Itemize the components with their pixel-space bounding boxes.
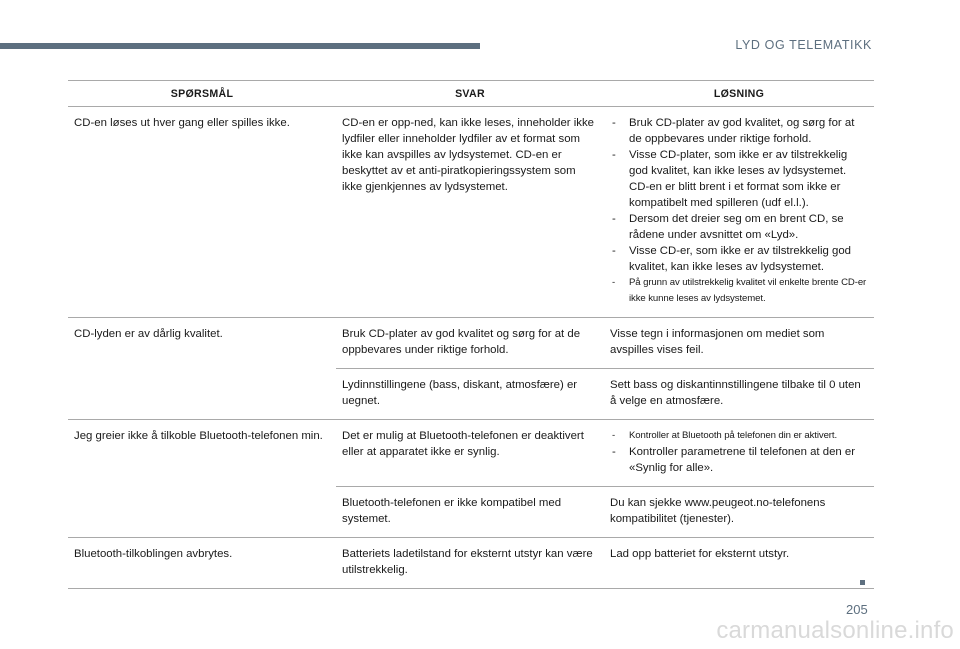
page-marker-icon (860, 580, 865, 585)
table-row (68, 420, 874, 487)
column-header-answer: SVAR (336, 81, 604, 107)
list-item: - Visse CD-plater, som ikke er av tilstrekkelig god kvalitet, kan ikke leses av lydsystemet. CD-en er blitt brent i et format som ikke er kompatibelt med spilleren (udf el.l.). (610, 147, 868, 211)
question-cell: CD-en løses ut hver gang eller spilles ikke. (68, 107, 336, 318)
solution-cell (604, 420, 874, 487)
table-row (68, 318, 874, 369)
answer-cell: Batteriets ladetilstand for eksternt utstyr kan være utilstrekkelig. (336, 538, 604, 589)
solution-list (610, 428, 868, 476)
solution-cell: Sett bass og diskantinnstillingene tilbake til 0 uten å velge en atmosfære. (604, 369, 874, 420)
header-accent-bar (0, 43, 480, 49)
solution-list (610, 115, 868, 307)
list-item: - Visse CD-er, som ikke er av tilstrekkelig god kvalitet, kan ikke leses av lydsystemet. (610, 243, 868, 275)
solution-cell: Du kan sjekke www.peugeot.no-telefonens kompatibilitet (tjenester). (604, 487, 874, 538)
solution-cell (604, 107, 874, 318)
table-row (68, 107, 874, 318)
column-header-solution: LØSNING (604, 81, 874, 107)
list-item: - Kontroller at Bluetooth på telefonen din er aktivert. (610, 428, 868, 444)
solution-cell: Lad opp batteriet for eksternt utstyr. (604, 538, 874, 589)
answer-cell: CD-en er opp-ned, kan ikke leses, inneholder ikke lydfiler eller inneholder lydfiler av et format som ikke kan avspilles av lydsystemet. CD-en er beskyttet av et anti-piratkopieringssystem som ikke gjenkjennes av lydsystemet. (336, 107, 604, 318)
list-item: - Dersom det dreier seg om en brent CD, se rådene under avsnittet om «Lyd». (610, 211, 868, 243)
question-cell: Bluetooth-tilkoblingen avbrytes. (68, 538, 336, 589)
table-header-row (68, 81, 874, 107)
section-title: LYD OG TELEMATIKK (735, 38, 872, 52)
table-row (68, 538, 874, 589)
column-header-question: SPØRSMÅL (68, 81, 336, 107)
page-number: 205 (846, 602, 868, 617)
answer-cell: Bluetooth-telefonen er ikke kompatibel med systemet. (336, 487, 604, 538)
question-cell: Jeg greier ikke å tilkoble Bluetooth-telefonen min. (68, 420, 336, 538)
troubleshooting-table (68, 80, 874, 589)
solution-cell: Visse tegn i informasjonen om mediet som avspilles vises feil. (604, 318, 874, 369)
answer-cell: Lydinnstillingene (bass, diskant, atmosfære) er uegnet. (336, 369, 604, 420)
question-cell: CD-lyden er av dårlig kvalitet. (68, 318, 336, 420)
answer-cell: Det er mulig at Bluetooth-telefonen er deaktivert eller at apparatet ikke er synlig. (336, 420, 604, 487)
answer-cell: Bruk CD-plater av god kvalitet og sørg for at de oppbevares under riktige forhold. (336, 318, 604, 369)
list-item: - På grunn av utilstrekkelig kvalitet vil enkelte brente CD-er ikke kunne leses av lydsystemet. (610, 275, 868, 307)
list-item: - Bruk CD-plater av god kvalitet, og sørg for at de oppbevares under riktige forhold. (610, 115, 868, 147)
watermark: carmanualsonline.info (716, 617, 954, 644)
list-item: - Kontroller parametrene til telefonen at den er «Synlig for alle». (610, 444, 868, 476)
